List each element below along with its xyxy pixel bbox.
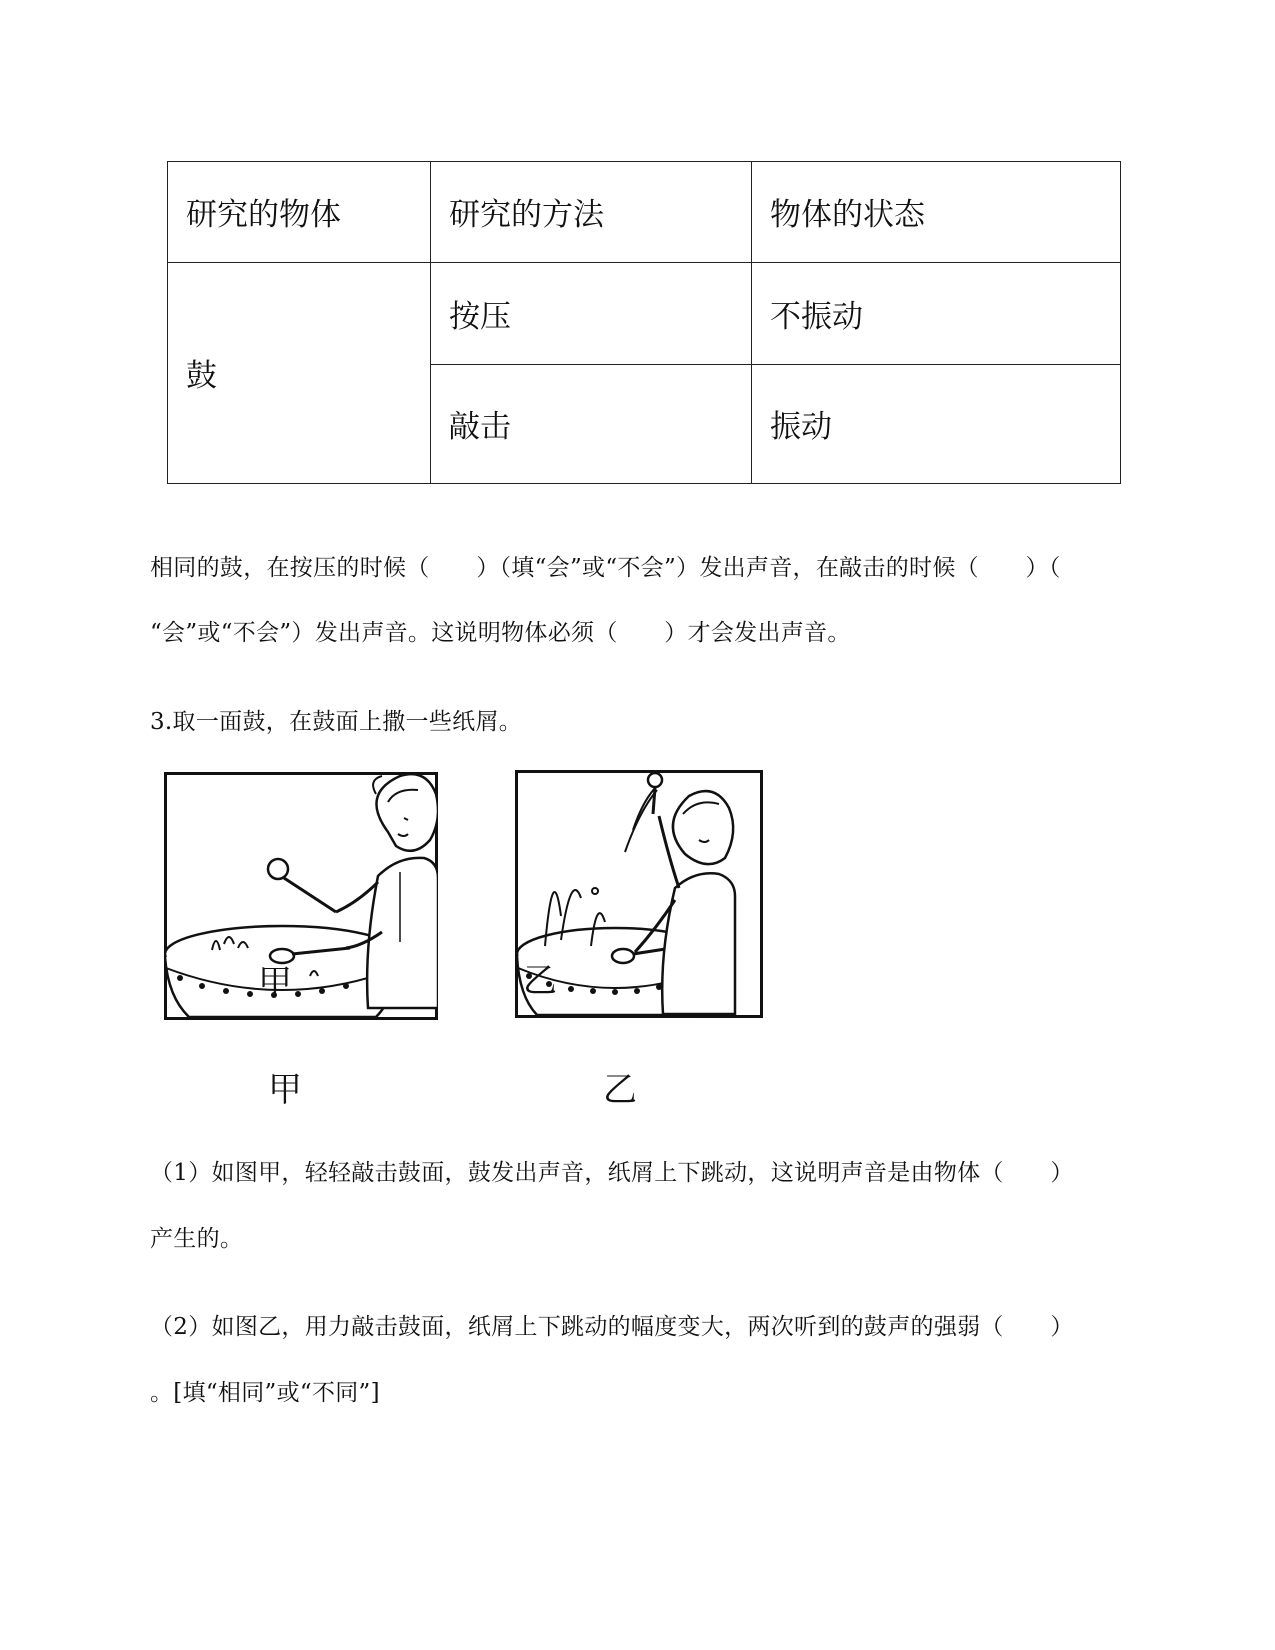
question-3-title: 3.取一面鼓，在鼓面上撒一些纸屑。 <box>150 709 523 735</box>
header-object: 研究的物体 <box>168 162 431 263</box>
cell-object: 鼓 <box>168 262 431 483</box>
figure-jia-inner-label: 甲 <box>258 963 292 1003</box>
drummer-gentle-illustration <box>164 772 438 1020</box>
figure-yi <box>515 770 763 1018</box>
question-3-1-line-1: （1）如图甲，轻轻敲击鼓面，鼓发出声音，纸屑上下跳动，这说明声音是由物体（ ） <box>150 1160 1074 1186</box>
figure-jia-caption: 甲 <box>268 1070 302 1110</box>
question-3-2-line-2: 。[填“相同”或“不同”] <box>150 1380 380 1406</box>
cell-method: 敲击 <box>431 364 752 483</box>
cell-state: 不振动 <box>752 262 1121 364</box>
cell-state: 振动 <box>752 364 1121 483</box>
question-2-line-2: “会”或“不会”）发出声音。这说明物体必须（ ）才会发出声音。 <box>150 620 851 646</box>
question-2-line-1: 相同的鼓，在按压的时候（ ）（填“会”或“不会”）发出声音，在敲击的时候（ ）（ <box>150 555 1061 581</box>
figure-yi-inner-label: 乙 <box>523 961 557 1001</box>
question-3-2-line-1: （2）如图乙，用力敲击鼓面，纸屑上下跳动的幅度变大，两次听到的鼓声的强弱（ ） <box>150 1314 1074 1340</box>
header-state: 物体的状态 <box>752 162 1121 263</box>
experiment-table <box>167 161 1121 484</box>
figure-yi-caption: 乙 <box>603 1070 637 1110</box>
drummer-forceful-illustration <box>515 770 763 1018</box>
question-3-1-line-2: 产生的。 <box>150 1226 244 1252</box>
header-method: 研究的方法 <box>431 162 752 263</box>
cell-method: 按压 <box>431 262 752 364</box>
figure-jia <box>164 772 438 1020</box>
